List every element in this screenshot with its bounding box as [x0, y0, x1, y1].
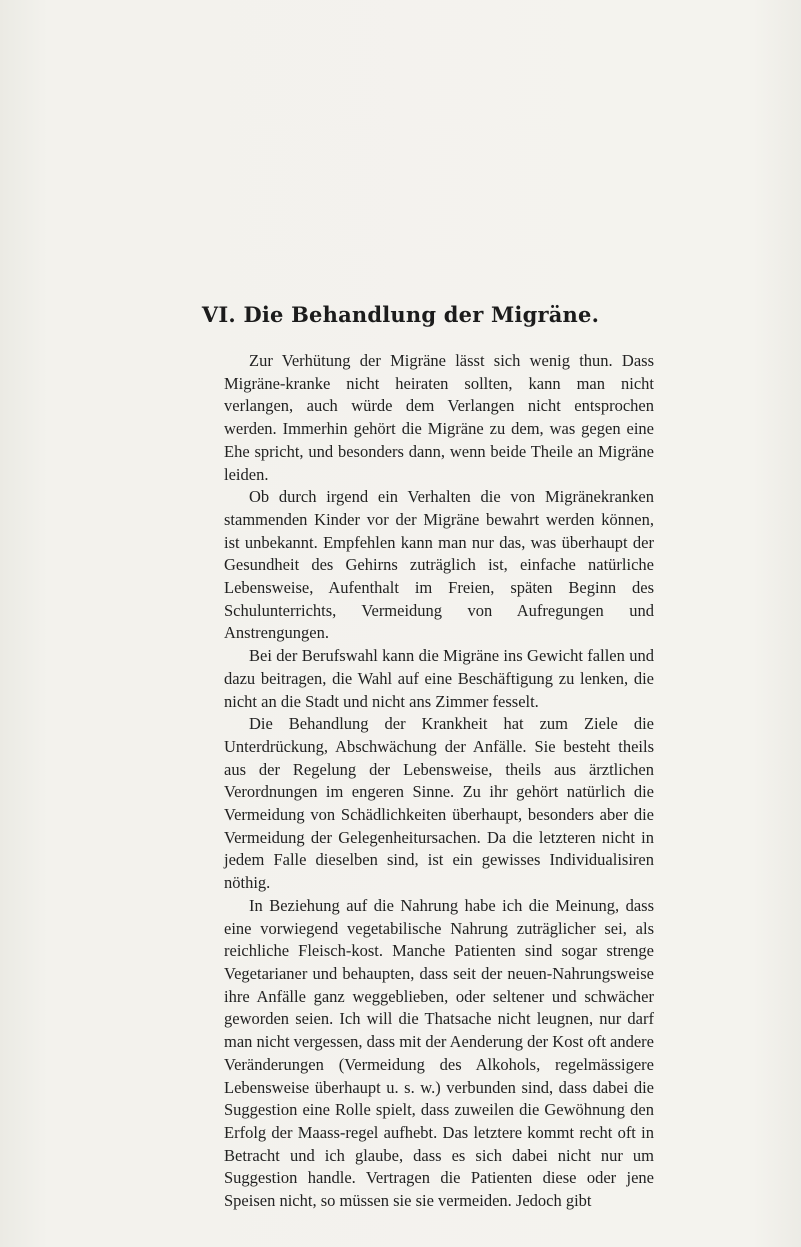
paragraph-1: Zur Verhütung der Migräne lässt sich wenig thun. Dass Migräne-kranke nicht heiraten sollten, kann man nicht verlangen, auch würde dem Verlangen nicht entsprochen werden. Immerhin gehört die Migräne zu dem, was gegen eine Ehe spricht, und besonders dann, wenn beide Theile an Migräne leiden.	[224, 351, 654, 484]
paragraph-2: Ob durch irgend ein Verhalten die von Migränekranken stammenden Kinder vor der Migräne bewahrt werden können, ist unbekannt. Empfehlen kann man nur das, was überhaupt der Gesundheit des Gehirns zuträglich ist, einfache natürliche Lebensweise, Aufenthalt im Freien, späten Beginn des Schulunterrichts, Vermeidung von Aufregungen und Anstrengungen.	[224, 487, 654, 643]
paragraph-3: Bei der Berufswahl kann die Migräne ins Gewicht fallen und dazu beitragen, die Wahl auf eine Beschäftigung zu lenken, die nicht an die Stadt und nicht ans Zimmer fesselt.	[224, 646, 654, 711]
chapter-body	[224, 350, 654, 1213]
paragraph-4: Die Behandlung der Krankheit hat zum Ziele die Unterdrückung, Abschwächung der Anfälle. Sie besteht theils aus der Regelung der Lebensweise, theils aus ärztlichen Verordnungen im engeren Sinne. Zu ihr gehört natürlich die Vermeidung von Schädlichkeiten überhaupt, besonders aber die Vermeidung der Gelegenheitursachen. Da die letzteren nicht in jedem Falle dieselben sind, ist ein gewisses Individualisiren nöthig.	[224, 714, 654, 893]
chapter-heading: VI. Die Behandlung der Migräne.	[201, 302, 600, 327]
paragraph-5: In Beziehung auf die Nahrung habe ich die Meinung, dass eine vorwiegend vegetabilische Nahrung zuträglicher sei, als reichliche Fleisch-kost. Manche Patienten sind sogar strenge Vegetarianer und behaupten, dass seit der neuen-Nahrungsweise ihre Anfälle ganz weggeblieben, oder seltener und schwächer geworden seien. Ich will die Thatsache nicht leugnen, nur darf man nicht vergessen, dass mit der Aenderung der Kost oft andere Veränderungen (Vermeidung des Alkohols, regelmässigere Lebensweise überhaupt u. s. w.) verbunden sind, dass dabei die Suggestion eine Rolle spielt, dass zuweilen die Gewöhnung den Erfolg der Maass-regel aufhebt. Das letztere kommt recht oft in Betracht und ich glaube, dass es sich dabei nicht nur um Suggestion handle. Vertragen die Patienten diese oder jene Speisen nicht, so müssen sie sie vermeiden. Jedoch gibt	[224, 895, 654, 1211]
